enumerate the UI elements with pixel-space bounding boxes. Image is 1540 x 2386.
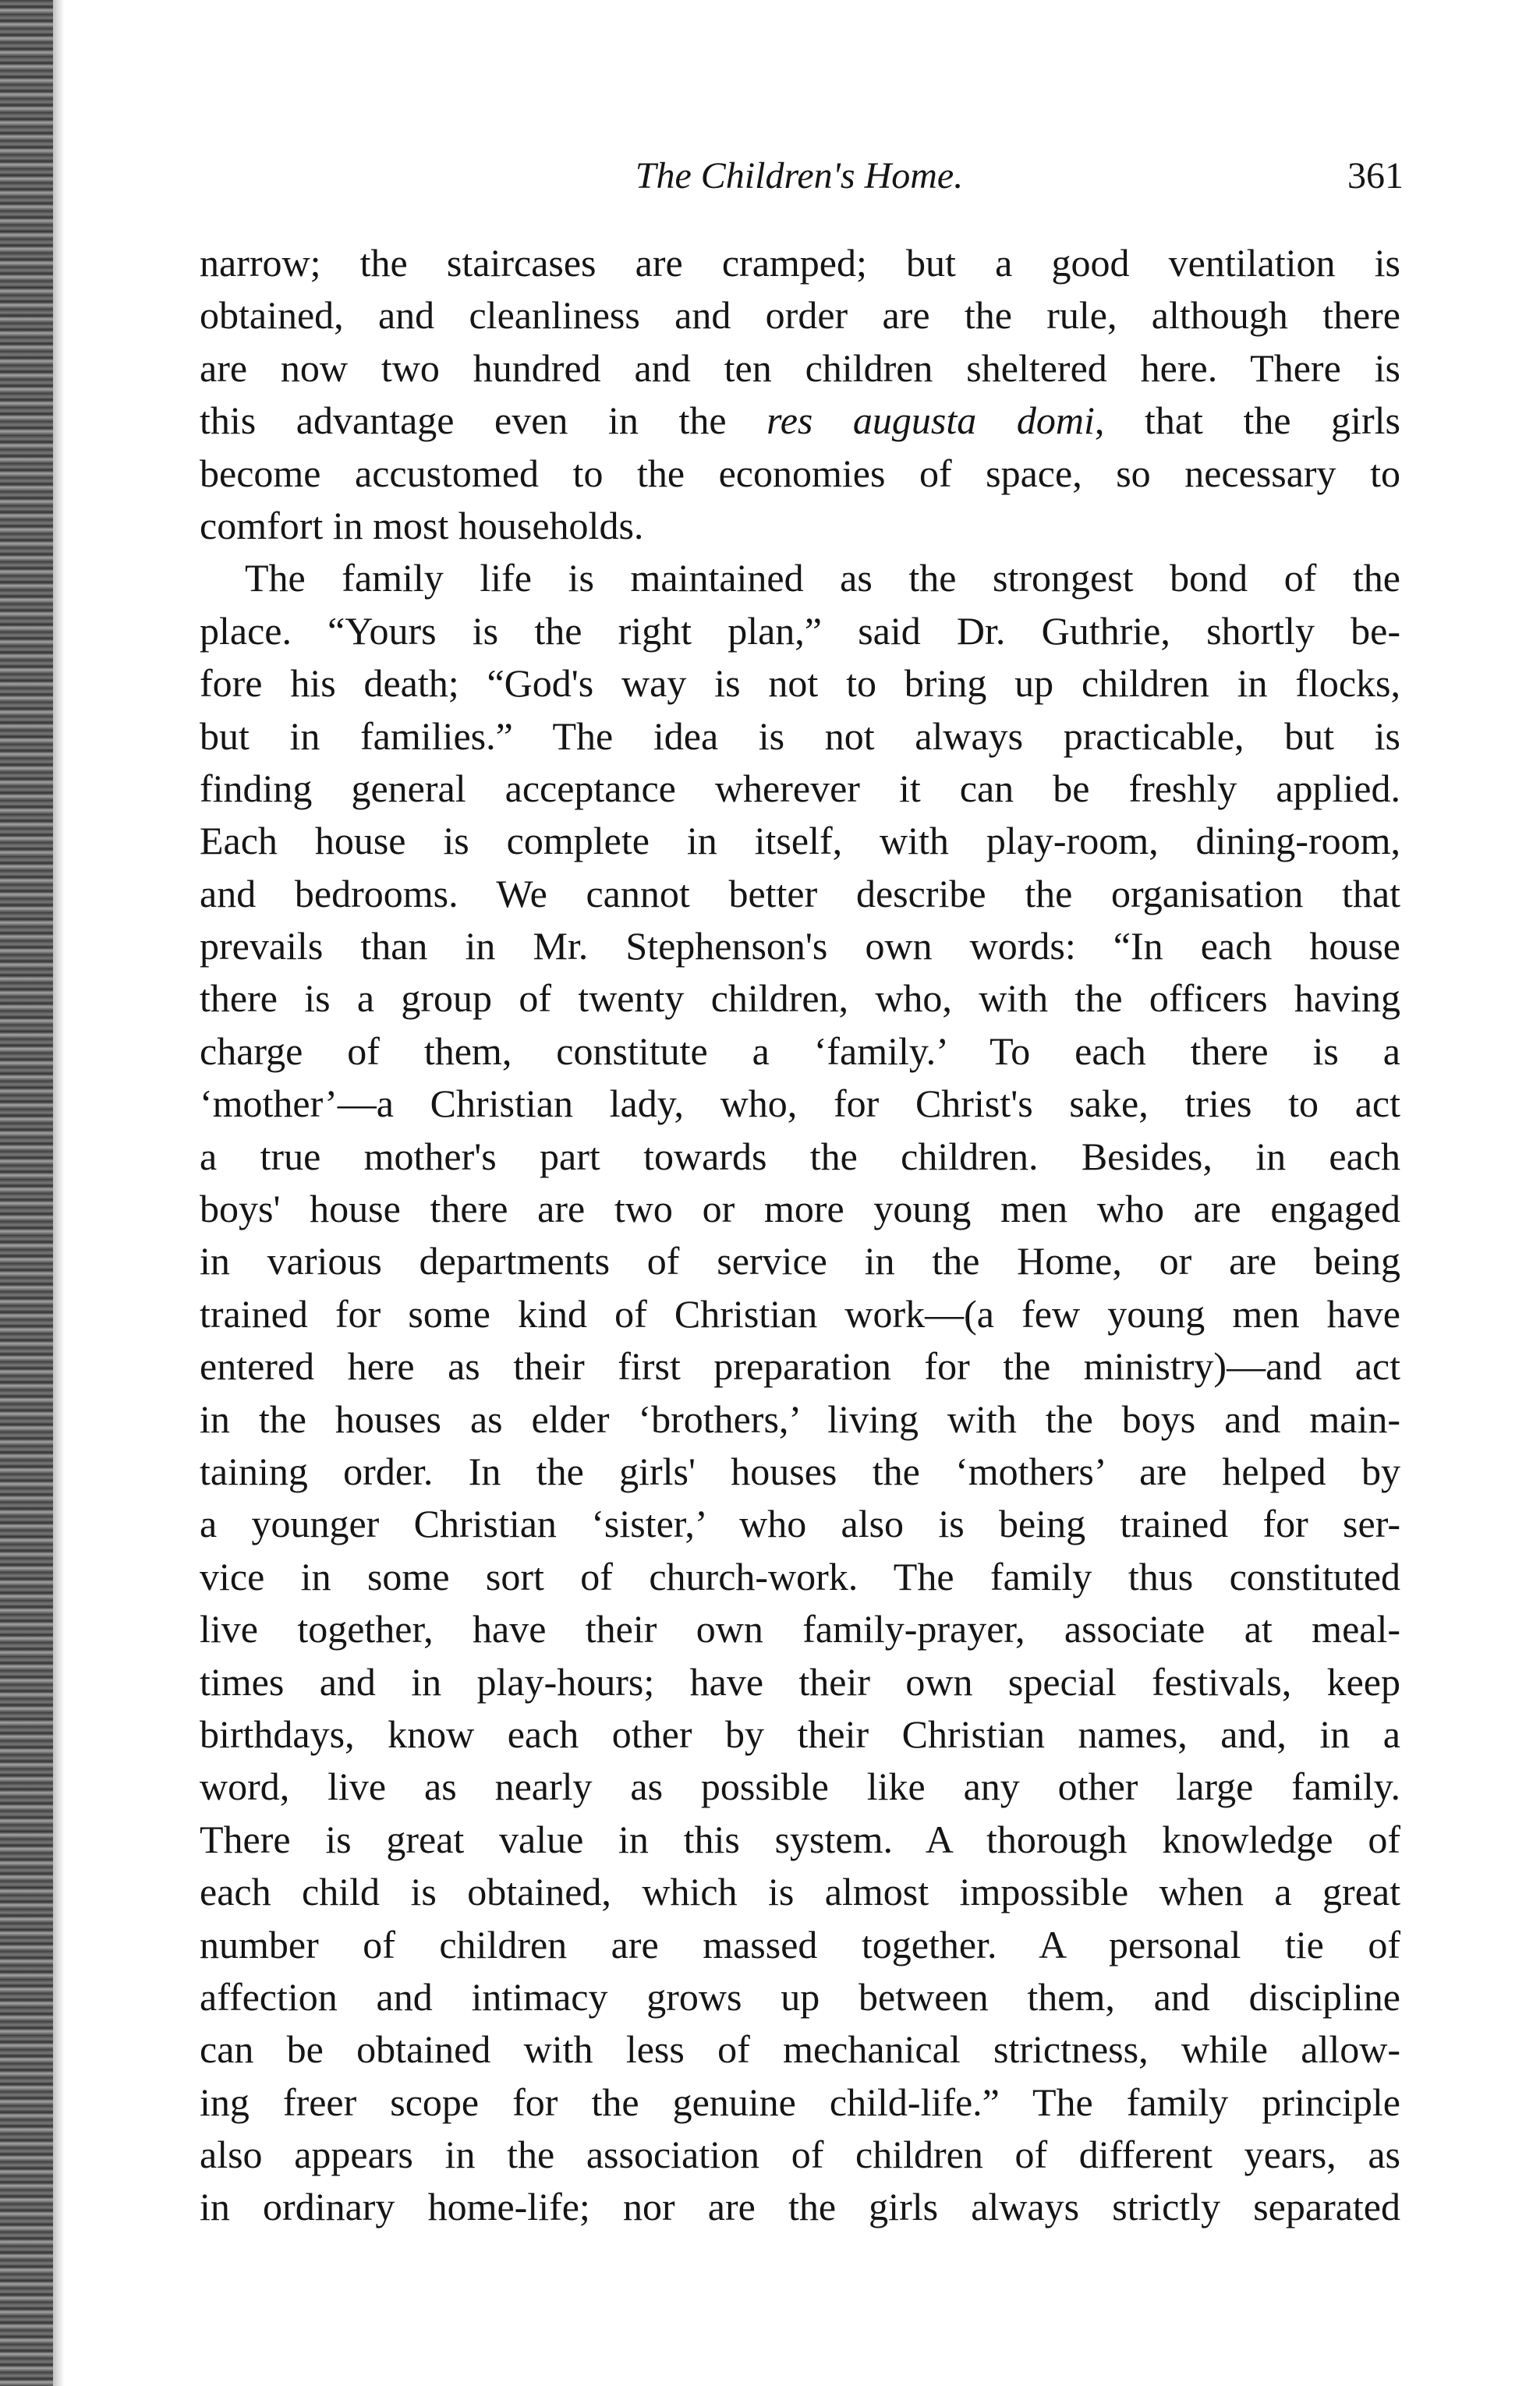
text-line: in the houses as elder ‘brothers,’ living with the boys and main- xyxy=(200,1397,1400,1441)
text-line: there is a group of twenty children, who, with the officers having xyxy=(200,976,1400,1021)
text-line: a true mother's part towards the children. Besides, in each xyxy=(200,1134,1400,1178)
page-header xyxy=(195,153,1404,200)
text-line: and bedrooms. We cannot better describe the organisation that xyxy=(200,871,1400,915)
text-line: in various departments of service in the Home, or are being xyxy=(200,1239,1400,1283)
text-line: Each house is complete in itself, with play-room, dining-room, xyxy=(200,819,1400,863)
text-line: birthdays, know each other by their Christian names, and, in a xyxy=(200,1712,1400,1756)
text-line: place. “Yours is the right plan,” said Dr. Guthrie, shortly be- xyxy=(200,608,1400,653)
running-title: The Children's Home. xyxy=(635,155,964,196)
text-line: narrow; the staircases are cramped; but a good ventilation is xyxy=(200,241,1400,285)
text-line: become accustomed to the economies of space, so necessary to xyxy=(200,451,1400,495)
text-line: ing freer scope for the genuine child-life.” The family principle xyxy=(200,2080,1400,2124)
text-line: but in families.” The idea is not always practicable, but is xyxy=(200,713,1400,758)
page-binding-edge xyxy=(0,0,53,2386)
text-line: in ordinary home-life; nor are the girls always strictly separated xyxy=(200,2185,1400,2229)
text-line: prevails than in Mr. Stephenson's own words: “In each house xyxy=(200,924,1400,968)
paragraph-1 xyxy=(200,237,1400,552)
text-line: live together, have their own family-prayer, associate at meal- xyxy=(200,1607,1400,1651)
text-line: entered here as their first preparation for the ministry)—and act xyxy=(200,1344,1400,1389)
text-line: comfort in most households. xyxy=(200,503,644,547)
text-line: word, live as nearly as possible like any other large family. xyxy=(200,1765,1400,1809)
text-line: times and in play-hours; have their own special festivals, keep xyxy=(200,1659,1400,1704)
text-line: There is great value in this system. A thorough knowledge of xyxy=(200,1817,1400,1861)
text-line: trained for some kind of Christian work—(a few young men have xyxy=(200,1291,1400,1336)
text-line: vice in some sort of church-work. The family thus constituted xyxy=(200,1554,1400,1598)
text-line: The family life is maintained as the strongest bond of the xyxy=(245,556,1400,600)
text-line: also appears in the association of children of different years, as xyxy=(200,2133,1400,2177)
text-line: a younger Christian ‘sister,’ who also is being trained for ser- xyxy=(200,1502,1400,1546)
text-line: this advantage even in the res augusta domi, that the girls xyxy=(200,398,1400,443)
text-line: charge of them, constitute a ‘family.’ To each there is a xyxy=(200,1028,1400,1073)
text-line: obtained, and cleanliness and order are the rule, although there xyxy=(200,293,1400,338)
text-line: are now two hundred and ten children sheltered here. There is xyxy=(200,345,1400,390)
paragraph-2 xyxy=(200,552,1400,2234)
text-line: can be obtained with less of mechanical strictness, while allow- xyxy=(200,2027,1400,2072)
body-text xyxy=(200,237,1400,2234)
text-line: finding general acceptance wherever it can be freshly applied. xyxy=(200,766,1400,810)
text-line: number of children are massed together. A personal tie of xyxy=(200,1922,1400,1967)
latin-phrase: res augusta domi xyxy=(766,398,1095,443)
text-line: boys' house there are two or more young men who are engaged xyxy=(200,1187,1400,1231)
text-line: ‘mother’—a Christian lady, who, for Christ's sake, tries to act xyxy=(200,1081,1400,1126)
page-number: 361 xyxy=(1347,155,1404,196)
text-line: fore his death; “God's way is not to bring up children in flocks, xyxy=(200,661,1400,706)
text-line: affection and intimacy grows up between them, and discipline xyxy=(200,1974,1400,2019)
text-line: taining order. In the girls' houses the ‘mothers’ are helped by xyxy=(200,1449,1400,1493)
text-line: each child is obtained, which is almost impossible when a great xyxy=(200,1870,1400,1914)
